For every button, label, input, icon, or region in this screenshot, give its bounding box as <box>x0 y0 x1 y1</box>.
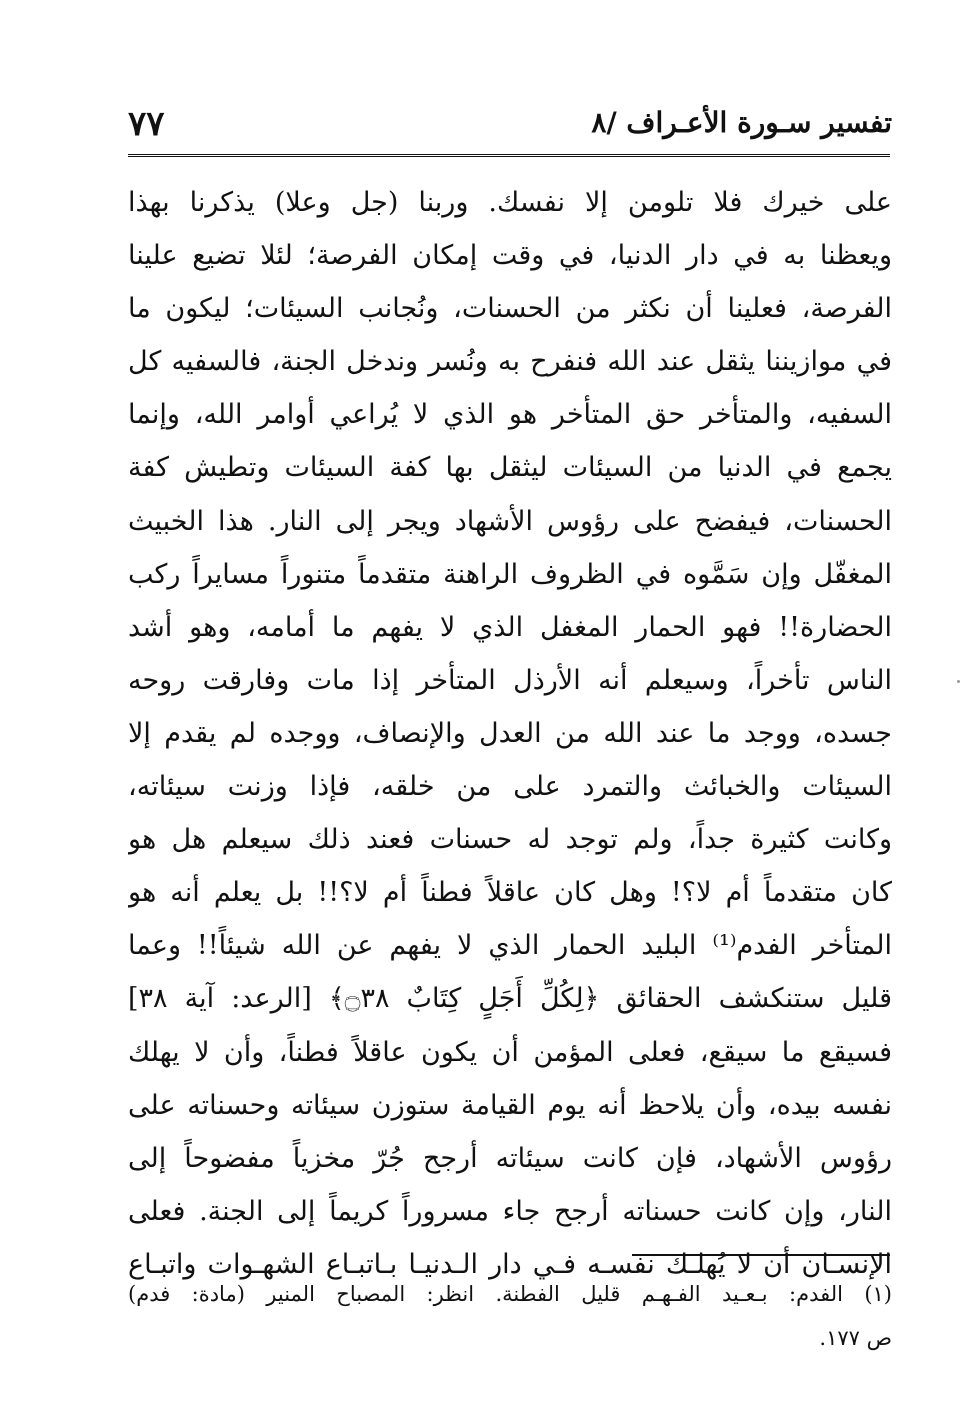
footnotes <box>128 1272 892 1360</box>
text-line: السفيه، والمتأخر حق المتأخر هو الذي لا يُراعي أوامر الله، وإنما <box>128 399 892 431</box>
footnote-line: ص ١٧٧. <box>819 1326 892 1350</box>
text-line: قليل ستنكشف الحقائق ﴿لِكُلِّ أَجَلٍ كِتَابٌ ۝٣٨﴾ [الرعد: آية ٣٨] <box>128 983 892 1015</box>
text-line: نفسه بيده، وأن يلاحظ أنه يوم القيامة ستوزن سيئاته وحسناته على <box>128 1089 892 1121</box>
text-line: رؤوس الأشهاد، فإن كانت سيئاته أرجح جُرّ مخزياً مفضوحاً إلى <box>128 1142 892 1174</box>
text-line: الحسنات، فيفضح على رؤوس الأشهاد ويجر إلى النار. هذا الخبيث <box>128 505 892 537</box>
text-line: يجمع في الدنيا من السيئات ليثقل بها كفة السيئات وتطيش كفة <box>128 452 892 484</box>
body-text <box>128 176 892 1291</box>
text-line: السيئات والخبائث والتمرد على من خلقه، فإذا وزنت سيئاته، <box>128 771 892 803</box>
scan-speck <box>957 680 960 683</box>
text-line: ويعظنا به في دار الدنيا، في وقت إمكان الفرصة؛ لئلا تضيع علينا <box>128 240 892 272</box>
text-line: في موازيننا يثقل عند الله فنفرح به ونُسر وندخل الجنة، فالسفيه كل <box>128 346 892 378</box>
page-number: ٧٧ <box>128 104 165 144</box>
footnote-rule <box>632 1254 890 1256</box>
text-line: المغفّل وإن سَمَّوه في الظروف الراهنة متقدماً متنوراً مسايراً ركب <box>128 558 892 590</box>
header-rule <box>128 154 890 157</box>
text-line: فسيقع ما سيقع، فعلى المؤمن أن يكون عاقلاً فطناً، وأن لا يهلك <box>128 1036 892 1068</box>
running-title: تفسير سـورة الأعـراف /٨ <box>591 106 892 139</box>
footnote-line: (١) الفدم: بـعـيد الفـهـم قليل الفطنة. انظر: المصباح المنير (مادة: فدم) <box>128 1282 892 1306</box>
text-line: الإنسـان أن لا يُهلـك نفسـه فـي دار الـدنيـا بـاتبـاع الشهـوات واتبـاع <box>128 1248 892 1280</box>
page-header <box>128 100 892 152</box>
text-line: الحضارة!! فهو الحمار المغفل الذي لا يفهم ما أمامه، وهو أشد <box>128 611 892 643</box>
text-line: النار، وإن كانت حسناته أرجح جاء مسروراً كريماً إلى الجنة. فعلى <box>128 1195 892 1227</box>
text-line: على خيرك فلا تلومن إلا نفسك. وربنا (جل وعلا) يذكرنا بهذا <box>128 187 892 218</box>
text-line: جسده، ووجد ما عند الله من العدل والإنصاف، ووجده لم يقدم إلا <box>128 717 892 749</box>
text-line: كان متقدماً أم لا؟! وهل كان عاقلاً فطناً أم لا؟!! بل يعلم أنه هو <box>128 877 892 909</box>
text-line: المتأخر الفدم⁽¹⁾ البليد الحمار الذي لا يفهم عن الله شيئاً!! وعما <box>128 930 892 962</box>
text-line: وكانت كثيرة جداً، ولم توجد له حسنات فعند ذلك سيعلم هل هو <box>128 824 892 856</box>
text-line: الفرصة، فعلينا أن نكثر من الحسنات، ونُجانب السيئات؛ ليكون ما <box>128 293 892 325</box>
text-line: الناس تأخراً، وسيعلم أنه الأرذل المتأخر إذا مات وفارقت روحه <box>128 664 892 696</box>
